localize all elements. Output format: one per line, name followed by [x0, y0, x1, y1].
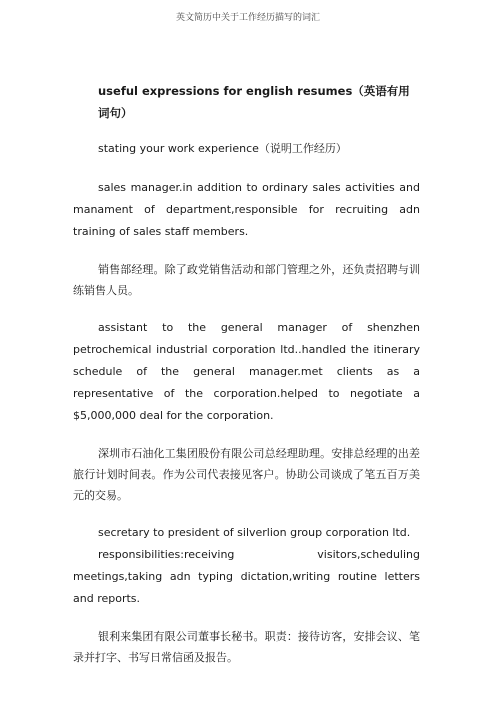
- document-body: [73, 80, 420, 684]
- document-title: useful expressions for english resumes（英语有用词句）: [98, 84, 410, 120]
- paragraph-sales-manager-cn: 销售部经理。除了政党销售活动和部门管理之外，还负责招聘与训练销售人员。: [73, 263, 420, 297]
- paragraph-assistant-en: assistant to the general manager of shenzhen petrochemical industrial corporation ltd..handled the itinerary schedule of the general manager.met clients as a representative of the corporation.helped to negotiate a $5,000,000 deal for the corporation.: [73, 321, 420, 422]
- paragraph-secretary-cn: 银利来集团有限公司董事长秘书。职责：接待访客，安排会议、笔录并打字、书写日常信函及报告。: [73, 630, 420, 664]
- paragraph-work-experience-heading: stating your work experience（说明工作经历）: [98, 142, 347, 155]
- paragraph-assistant-cn: 深圳市石油化工集团股份有限公司总经理助理。安排总经理的出差旅行计划时间表。作为公司代表接见客户。协助公司谈成了笔五百万美元的交易。: [73, 447, 420, 502]
- page-header: 英文简历中关于工作经历描写的词汇: [175, 13, 320, 23]
- paragraph-sales-manager-en: sales manager.in addition to ordinary sales activities and manament of department,responsible for recruiting adn training of sales staff members.: [73, 181, 420, 238]
- paragraph-secretary-en: secretary to president of silverlion group corporation ltd.: [98, 526, 411, 539]
- paragraph-responsibilities-en: responsibilities:receiving visitors,scheduling meetings,taking adn typing dictation,writing routine letters and reports.: [73, 548, 420, 605]
